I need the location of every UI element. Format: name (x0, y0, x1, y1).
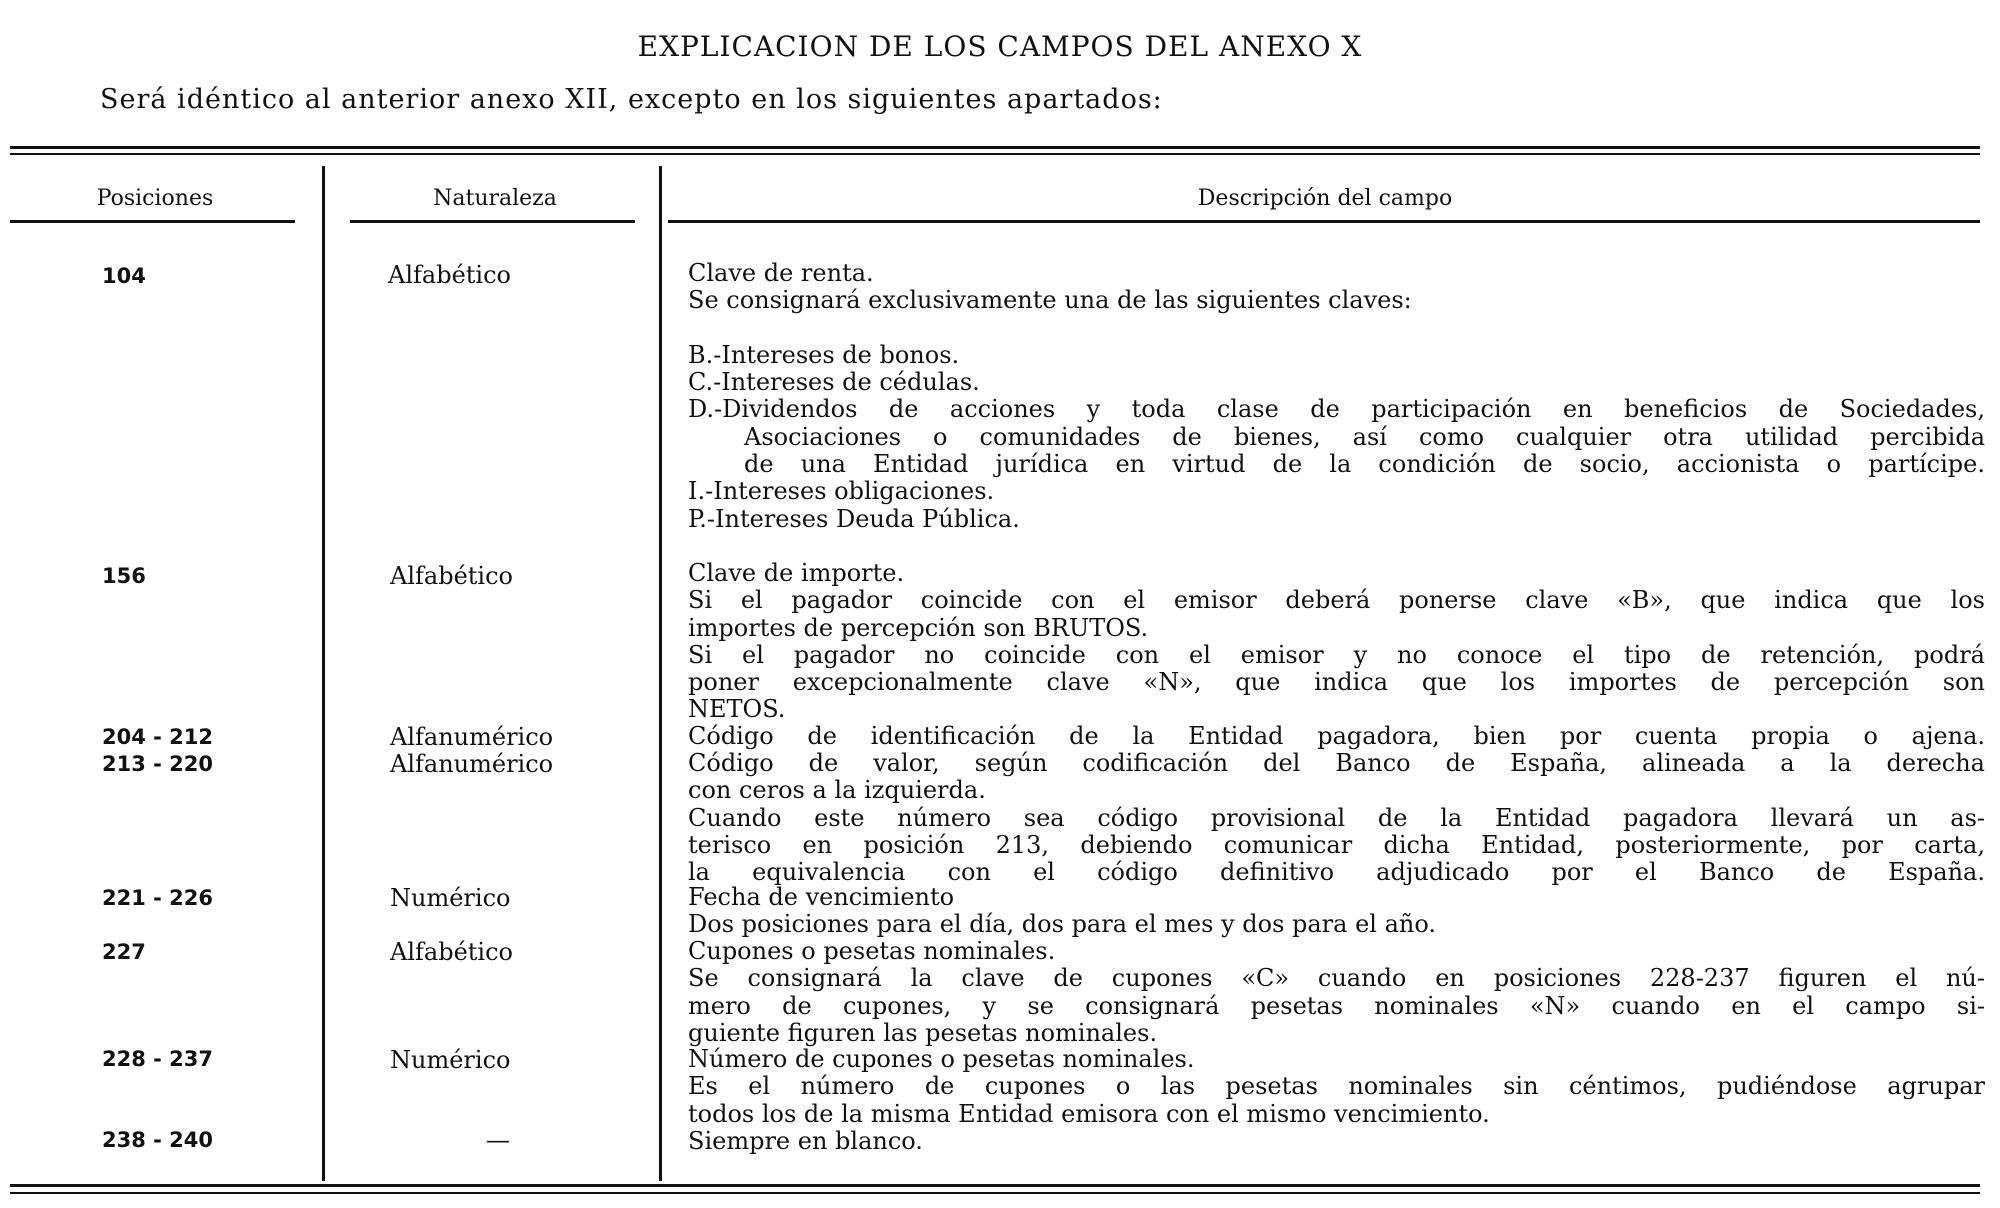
row-nature-221-226: Numérico (390, 884, 511, 912)
bottom-rule (10, 1184, 1980, 1187)
desc-line: Fecha de vencimiento (688, 883, 955, 911)
row-positions-221-226: 221 - 226 (102, 886, 214, 910)
header-underline-nature (350, 220, 635, 223)
desc-line: Cupones o pesetas nominales. (688, 937, 1056, 965)
desc-line: NETOS. (688, 695, 786, 724)
desc-line: D.-Dividendos de acciones y toda clase de participación en beneficios de Sociedades, (688, 395, 1985, 424)
header-underline-positions (10, 220, 295, 223)
row-nature-238-240: — (486, 1126, 510, 1154)
row-positions-213-220: 213 - 220 (102, 752, 214, 776)
row-positions-228-237: 228 - 237 (102, 1047, 214, 1071)
desc-line: Dos posiciones para el día, dos para el mes y dos para el año. (688, 910, 1437, 939)
row-description-227 (688, 938, 1985, 1047)
row-description-213-220 (688, 750, 1985, 886)
desc-line: guiente figuren las pesetas nominales. (688, 1018, 1158, 1047)
desc-line: importes de percepción son BRUTOS. (688, 613, 1149, 642)
desc-line: Código de valor, según codificación del Banco de España, alineada a la derecha (688, 749, 1985, 777)
desc-line: B.-Intereses de bonos. (688, 340, 960, 369)
row-description-221-226 (688, 884, 1985, 939)
desc-line: Se consignará la clave de cupones «C» cuando en posiciones 228-237 figuren el nú- (688, 964, 1985, 993)
header-underline-description (668, 220, 1980, 223)
column-divider-2 (659, 166, 662, 1181)
desc-line: terisco en posición 213, debiendo comunicar dicha Entidad, posteriormente, por carta, (688, 830, 1985, 859)
row-description-228-237 (688, 1046, 1985, 1128)
desc-line: P.-Intereses Deuda Pública. (688, 504, 1020, 533)
desc-line: I.-Intereses obligaciones. (688, 477, 995, 506)
bottom-rule-second (10, 1192, 1980, 1194)
row-nature-156: Alfabético (390, 562, 513, 590)
row-nature-228-237: Numérico (390, 1046, 511, 1074)
desc-line-blank (688, 315, 1985, 342)
header-description: Descripción del campo (1197, 186, 1453, 211)
desc-line: Número de cupones o pesetas nominales. (688, 1045, 1195, 1073)
header-nature: Naturaleza (433, 186, 557, 211)
desc-line: Clave de importe. (688, 559, 905, 587)
row-nature-204-212: Alfanumérico (390, 723, 554, 751)
row-positions-156: 156 (102, 564, 146, 588)
row-positions-204-212: 204 - 212 (102, 725, 214, 749)
top-rule (10, 146, 1980, 149)
desc-line: Si el pagador coincide con el emisor deberá ponerse clave «B», que indica que los (688, 586, 1985, 615)
desc-line: Siempre en blanco. (688, 1127, 923, 1155)
desc-line: Es el número de cupones o las pesetas nominales sin céntimos, pudiéndose agrupar (688, 1072, 1985, 1101)
desc-line: C.-Intereses de cédulas. (688, 368, 980, 397)
desc-line: Asociaciones o comunidades de bienes, así como cualquier otra utilidad percibida (744, 422, 1985, 451)
intro-text: Será idéntico al anterior anexo XII, excepto en los siguientes apartados: (100, 84, 1163, 115)
row-nature-213-220: Alfanumérico (390, 750, 554, 778)
row-description-156 (688, 560, 1985, 724)
row-description-238-240 (688, 1128, 1985, 1155)
column-divider-1 (322, 166, 325, 1181)
row-positions-104: 104 (102, 264, 146, 288)
row-nature-104: Alfabético (388, 261, 511, 289)
desc-line: todos los de la misma Entidad emisora con el mismo vencimiento. (688, 1099, 1490, 1128)
desc-line: de una Entidad jurídica en virtud de la condición de socio, accionista o partícipe. (744, 450, 1985, 479)
row-nature-227: Alfabético (390, 938, 513, 966)
row-positions-227: 227 (102, 940, 146, 964)
header-positions: Posiciones (96, 186, 214, 211)
desc-line: Si el pagador no coincide con el emisor y no conoce el tipo de retención, podrá (688, 640, 1985, 669)
desc-line: Se consignará exclusivamente una de las siguientes claves: (688, 286, 1412, 315)
desc-line: con ceros a la izquierda. (688, 776, 986, 805)
row-description-204-212 (688, 723, 1985, 750)
row-positions-238-240: 238 - 240 (102, 1128, 214, 1152)
desc-line: Código de identificación de la Entidad pagadora, bien por cuenta propia o ajena. (688, 722, 1985, 750)
top-rule-second (10, 153, 1980, 155)
desc-line: poner excepcionalmente clave «N», que indica que los importes de percepción son (688, 668, 1985, 697)
row-description-104 (688, 260, 1985, 533)
desc-line: Cuando este número sea código provisional de la Entidad pagadora llevará un as- (688, 803, 1985, 832)
desc-line: Clave de renta. (688, 259, 874, 287)
desc-line: mero de cupones, y se consignará pesetas nominales «N» cuando en el campo si- (688, 991, 1985, 1020)
document-title: EXPLICACION DE LOS CAMPOS DEL ANEXO X (637, 30, 1363, 63)
desc-line: la equivalencia con el código definitivo adjudicado por el Banco de España. (688, 858, 1985, 887)
